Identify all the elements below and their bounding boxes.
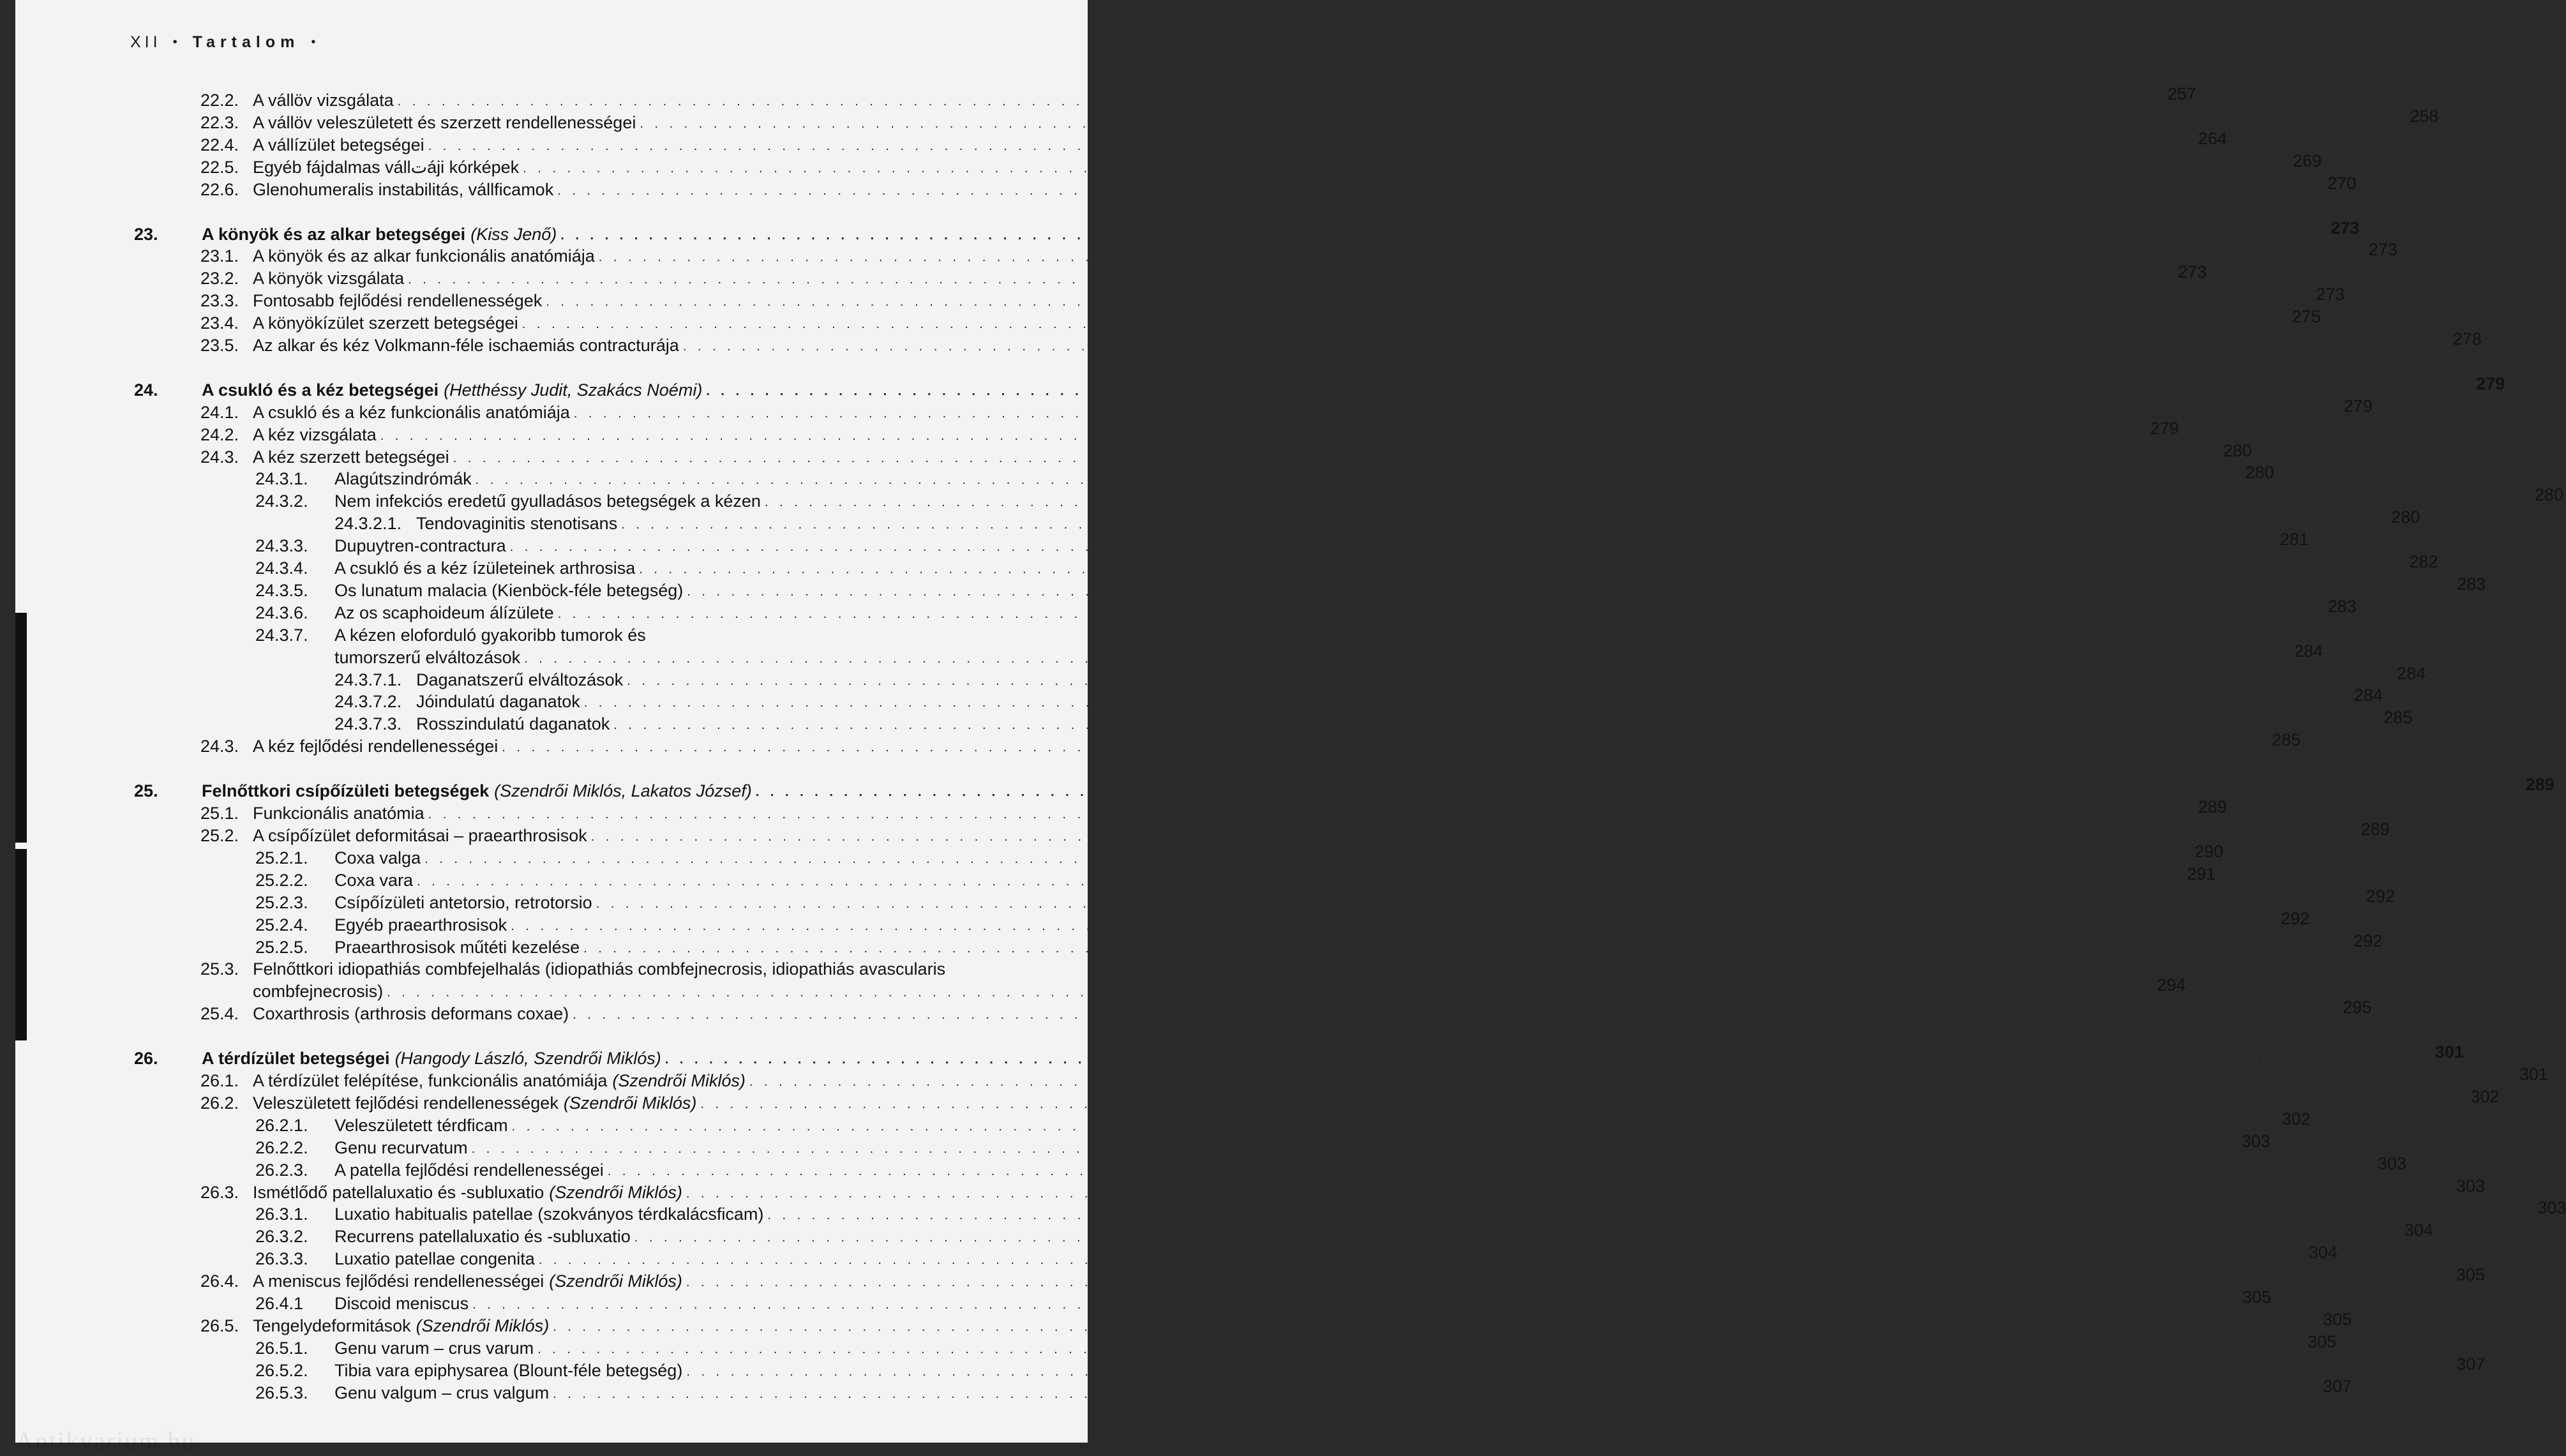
leader-dots: . . . . . . . . . . . . . . . . . . . . . . . . . . . . . . . . . . . . . . . . . . . . . . . . . . . . . . . . . . . . . . . . . . . . . . . . . . . . . . . . . . . . . . . . . . . . . . . . . . . . . . . . . . . . . . . . . . . . . . . . [583, 696, 2347, 710]
toc-entry [200, 107, 2439, 133]
toc-title: A könyök és az alkar funkcionális anatómiája [253, 246, 595, 266]
toc-page-number: 301 [2519, 1065, 2548, 1084]
toc-number: 24.3.3. [255, 536, 308, 555]
leader-dots: . . . . . . . . . . . . . . . . . . . . . . . . . . . . . . . . . . . . . . . . . . . . . . . . . . . . . . . . . . . . . . . . . . . . . . . . . . . . . . . . . . . . . . . . . . . . . . . . . . . . . . . . . . . . . . . . . . . . . . . . [538, 1253, 2302, 1267]
toc-page-number: 305 [2242, 1287, 2272, 1307]
toc-title: A csukló és a kéz ízületeinek arthrosisa [334, 559, 636, 578]
toc-chapter [134, 218, 2360, 245]
toc-entry [200, 84, 2196, 111]
leader-dots: . . . . . . . . . . . . . . . . . . . . . . . . . . . . . . . . . . . . . . . . . . . . . . . . . . . . . . . . . . . . . . . . . . . . . . . . . . . . . . . . . . . . . . . . . . . . . . . . . . . . . . . . . . . . . . . . . . . . . . . . [509, 540, 2273, 554]
toc-number: 24.3. [200, 447, 239, 467]
toc-title: Coxarthrosis (arthrosis deformans coxae) [253, 1004, 569, 1023]
toc-page-number: 292 [2353, 931, 2383, 950]
toc-entry [255, 552, 2438, 579]
toc-page-number: 307 [2456, 1355, 2486, 1374]
leader-dots: . . . . . . . . . . . . . . . . . . . . . . . . . . . . . . . . . . . . . . . . . . . . . . . . . . . . . . . . . . . . . . . . . . . . . . . . . . . . . . . . . . . . . . . . . . . . . . . . . . . . . . . . . . . . . . . . . . . . . . . . [596, 897, 2359, 911]
toc-page-number: 289 [2360, 820, 2390, 839]
leader-dots: . . . . . . . . . . . . . . . . . . . . . . . . . . . . . . . . . . . . . . . . . . . . . . . . . . . . . . . . . . . . . . . . . . . . . . . . . . . . . . . . . . . . . . . . . . . . . . . . . . . . . . . . . . . . . . . . . . . . . . . . [557, 607, 2321, 621]
toc-page-number: 303 [2377, 1154, 2406, 1173]
toc-number: 24.1. [200, 403, 239, 422]
leader-dots: . . . . . . . . . . . . . . . . . . . . . . . . . . . . . . . . . . . . . . . . . . . . . . . . . . . . . . . . . . . . . . . . . . . . . . . . . . . . . . . . . . . . . . . . . . . . . . . . . . . . . . . . . . . . . . . . . . . . . . . . [472, 1298, 2236, 1312]
toc-entry [255, 1355, 2486, 1381]
leader-dots: . . . . . . . . . . . . . . . . . . . . . . . . . . . . . . . . . . . . . . . . . . . . . . . . . . . . . . . . . . . . . . . . . . . . . . . . . . . . . . . . . . . . . . . . . . . . . . . . . . . . . . . . . . . . . . . . . . . . . . . . [613, 718, 2377, 732]
toc-title: A csípőízület deformitásai – praearthrosisok [253, 826, 587, 845]
toc-entry [200, 820, 2390, 846]
leader-dots: . . . . . . . . . . . . . . . . . . . . . . . . . . . . . . . . . . . . . . . . . . . . . . . . . . . . . . . . . . . . . . . . . . . . . . . . . . . . . . . . . . . . . . . . . . . . . . . . . . . . . . . . . . . . . . . . . . . . . . . . [639, 562, 2403, 576]
toc-number: 24.3.7.2. [334, 692, 402, 711]
toc-title: A kéz szerzett betegségei [253, 447, 449, 467]
leader-dots: . . . . . . . . . . . . . . . . . . . . . . . . . . . . . . . . . . . . . . . . . . . . . . . . . . . . . . . . . . . . . . . . . . . . . . . . . . . . . . . . . . . . . . . . . . . . . . . . . . . . . . . . . . . . . . . . . . . . . . . . [380, 429, 2143, 443]
toc-number: 26.3.1. [255, 1205, 308, 1224]
toc-page-number: 292 [2366, 887, 2395, 906]
toc-page-number: 307 [2323, 1377, 2352, 1396]
toc-entry [255, 931, 2383, 958]
toc-page-number: 275 [2292, 307, 2321, 326]
toc-entry [200, 151, 2322, 178]
leader-dots: . . . . . . . . . . . . . . . . . . . . . . . . . . . . . . . . . . . . . . . . . . . . . . . . . . . . . . . . . . . . . . . . . . . . . . . . . . . . . . . . . . . . . . . . . . . . . . . . . . . . . . . . . . . . . . . . . . . . . . . . [749, 1075, 2512, 1089]
toc-number: 26.2.1. [255, 1116, 308, 1135]
toc-entry [200, 730, 2301, 757]
toc-page-number: 291 [2187, 864, 2216, 883]
toc-number: 23.3. [200, 291, 239, 310]
toc-title: Coxa vara [334, 871, 414, 890]
toc-title: Dupuytren-contractura [334, 536, 506, 555]
toc-page-number: 304 [2308, 1243, 2337, 1262]
toc-author: (Szendrői Miklós) [549, 1183, 682, 1202]
toc-number: 23. [134, 225, 158, 244]
leader-dots: . . . . . . . . . . . . . . . . . . . . . . . . . . . . . . . . . . . . . . . . . . . . . . . . . . . . . . . . . . . . . . . . . . . . . . . . . . . . . . . . . . . . . . . . . . . . . . . . . . . . . . . . . . . . . . . . . . . . . . . . [521, 317, 2285, 331]
toc-page-number: 280 [2391, 507, 2420, 527]
toc-number: 25.2. [200, 826, 239, 845]
toc-number: 23.2. [200, 269, 239, 288]
toc-number: 25.2.4. [255, 915, 308, 934]
toc-entry [200, 419, 2179, 446]
toc-page-number: 258 [2410, 107, 2439, 126]
toc-title: Ismétlődő patellaluxatio és -subluxatio [253, 1183, 544, 1202]
toc-page-number: 264 [2198, 129, 2227, 148]
toc-entry [200, 797, 2227, 824]
toc-number: 24. [134, 380, 158, 400]
leader-dots: . . . . . . . . . . . . . . . . . . . . . . . . . . . . . . . . . . . . . . . . . . . . . . . . . . . . . . . . . . . . . . . . . . . . . . . . . . . . . . . . . . . . . . . . . . . . . . . . . . . . . . . . . . . . . . . . . . . . . . . . [387, 986, 2150, 1000]
toc-number: 22.2. [200, 91, 239, 110]
toc-number: 22.4. [200, 135, 239, 154]
toc-number: 24.3.5. [255, 581, 308, 600]
toc-title: A patella fejlődési rendellenességei [334, 1160, 604, 1180]
toc-entry [334, 642, 2323, 668]
leader-dots: . . . . . . . . . . . . . . . . . . . . . . . . . . . . . . . . . . . . . . . . . . . . . . . . . . . . . . . . . . . . . . . . . . . . . . . . . . . . . . . . . . . . . . . . . . . . . . . . . . . . . . . . . . . . . . . . . . . . . . . . [524, 652, 2288, 666]
toc-number: 25.2.5. [255, 938, 308, 957]
toc-author: (Szendrői Miklós, Lakatos József) [494, 781, 752, 800]
toc-title: A csukló és a kéz betegségei [202, 380, 439, 400]
toc-title: Daganatszerű elváltozások [416, 670, 624, 689]
toc-number: 25.4. [200, 1004, 239, 1023]
toc-title: A vállöv vizsgálata [253, 91, 394, 110]
toc-entry [253, 975, 2186, 1002]
leader-dots: . . . . . . . . . . . . . . . . . . . . . . . . . . . . . . . . . . . . . . . . . . . . . . . . . . . . . . . . . . . . . . . . . . . . . . . . . . . . . . . . . . . . . . . . . . . . . . . . . . . . . . . . . . . . . . . . . . . . . . . . [755, 785, 2519, 799]
toc-page-number: 289 [2198, 797, 2227, 816]
toc-page-number: 284 [2294, 642, 2323, 661]
toc-number: 26.2.3. [255, 1160, 308, 1180]
toc-number: 24.2. [200, 425, 239, 444]
toc-title: Csípőízületi antetorsio, retrotorsio [334, 893, 592, 912]
toc-entry [200, 307, 2321, 334]
toc-page-number: 290 [2195, 842, 2224, 861]
toc-page-number: 283 [2457, 574, 2486, 594]
toc-entry [255, 463, 2274, 490]
toc-entry [334, 664, 2426, 691]
toc-title: Felnőttkori idiopathiás combfejelhalás (idiopathiás combfejnecrosis, idiopathiás avascularis [253, 959, 946, 979]
toc-entry [200, 958, 1048, 980]
leader-dots: . . . . . . . . . . . . . . . . . . . . . . . . . . . . . . . . . . . . . . . . . . . . . . . . . . . . . . . . . . . . . . . . . . . . . . . . . . . . . . . . . . . . . . . . . . . . . . . . . . . . . . . . . . . . . . . . . . . . . . . . [553, 1320, 2316, 1334]
toc-entry [334, 507, 2420, 534]
toc-number: 26.3. [200, 1183, 239, 1202]
book-page [15, 0, 2566, 1455]
toc-page-number: 304 [2404, 1220, 2433, 1240]
toc-page-number: 269 [2293, 151, 2322, 170]
leader-dots: . . . . . . . . . . . . . . . . . . . . . . . . . . . . . . . . . . . . . . . . . . . . . . . . . . . . . . . . . . . . . . . . . . . . . . . . . . . . . . . . . . . . . . . . . . . . . . . . . . . . . . . . . . . . . . . . . . . . . . . . [428, 139, 2191, 153]
leader-dots: . . . . . . . . . . . . . . . . . . . . . . . . . . . . . . . . . . . . . . . . . . . . . . . . . . . . . . . . . . . . . . . . . . . . . . . . . . . . . . . . . . . . . . . . . . . . . . . . . . . . . . . . . . . . . . . . . . . . . . . . [408, 273, 2172, 287]
leader-dots: . . . . . . . . . . . . . . . . . . . . . . . . . . . . . . . . . . . . . . . . . . . . . . . . . . . . . . . . . . . . . . . . . . . . . . . . . . . . . . . . . . . . . . . . . . . . . . . . . . . . . . . . . . . . . . . . . . . . . . . . [502, 740, 2265, 754]
toc-title: A meniscus fejlődési rendellenességei [253, 1272, 544, 1291]
toc-entry [200, 262, 2207, 289]
toc-title: Tengelydeformitások [253, 1316, 411, 1335]
toc-page-number: 305 [2307, 1332, 2337, 1351]
toc-title: Rosszindulatú daganatok [416, 714, 610, 733]
toc-page-number: 280 [2534, 485, 2563, 504]
toc-author: (Szendrői Miklós) [563, 1093, 697, 1113]
leader-dots: . . . . . . . . . . . . . . . . . . . . . . . . . . . . . . . . . . . . . . . . . . . . . . . . . . . . . . . . . . . . . . . . . . . . . . . . . . . . . . . . . . . . . . . . . . . . . . . . . . . . . . . . . . . . . . . . . . . . . . . . [767, 1208, 2531, 1222]
toc-number: 24.3.1. [255, 469, 308, 488]
toc-entry [334, 686, 2383, 712]
toc-page-number: 273 [2178, 262, 2207, 281]
toc-title: A könyök vizsgálata [253, 269, 405, 288]
toc-entry [255, 864, 2216, 891]
toc-entry [255, 1132, 2270, 1159]
leader-dots: . . . . . . . . . . . . . . . . . . . . . . . . . . . . . . . . . . . . . . . . . . . . . . . . . . . . . . . . . . . . . . . . . . . . . . . . . . . . . . . . . . . . . . . . . . . . . . . . . . . . . . . . . . . . . . . . . . . . . . . . [428, 807, 2191, 822]
toc-title: Veleszületett térdficam [334, 1116, 508, 1135]
toc-entry [200, 998, 2372, 1024]
toc-title: Coxa valga [334, 848, 421, 867]
toc-entry [255, 574, 2486, 601]
toc-entry [200, 174, 2357, 200]
toc-number: 26.5.3. [255, 1383, 308, 1402]
toc-title: A térdízület betegségei [202, 1049, 390, 1068]
toc-entry [255, 597, 2357, 624]
leader-dots: . . . . . . . . . . . . . . . . . . . . . . . . . . . . . . . . . . . . . . . . . . . . . . . . . . . . . . . . . . . . . . . . . . . . . . . . . . . . . . . . . . . . . . . . . . . . . . . . . . . . . . . . . . . . . . . . . . . . . . . . [523, 161, 2286, 176]
toc-chapter [134, 775, 2555, 802]
toc-page-number: 273 [2330, 218, 2360, 237]
leader-dots: . . . . . . . . . . . . . . . . . . . . . . . . . . . . . . . . . . . . . . . . . . . . . . . . . . . . . . . . . . . . . . . . . . . . . . . . . . . . . . . . . . . . . . . . . . . . . . . . . . . . . . . . . . . . . . . . . . . . . . . . [687, 585, 2450, 599]
leader-dots: . . . . . . . . . . . . . . . . . . . . . . . . . . . . . . . . . . . . . . . . . . . . . . . . . . . . . . . . . . . . . . . . . . . . . . . . . . . . . . . . . . . . . . . . . . . . . . . . . . . . . . . . . . . . . . . . . . . . . . . . [664, 1053, 2428, 1067]
toc-entry [255, 1243, 2337, 1270]
toc-title: A könyökízület szerzett betegségei [253, 313, 518, 333]
toc-number: 24.3.2. [255, 492, 308, 511]
toc-title: Funkcionális anatómia [253, 804, 424, 823]
toc-entry [255, 1220, 2433, 1247]
toc-page-number: 294 [2157, 975, 2186, 994]
leader-dots: . . . . . . . . . . . . . . . . . . . . . . . . . . . . . . . . . . . . . . . . . . . . . . . . . . . . . . . . . . . . . . . . . . . . . . . . . . . . . . . . . . . . . . . . . . . . . . . . . . . . . . . . . . . . . . . . . . . . . . . . [546, 295, 2309, 309]
left-edge-mark [15, 849, 27, 1040]
leader-dots: . . . . . . . . . . . . . . . . . . . . . . . . . . . . . . . . . . . . . . . . . . . . . . . . . . . . . . . . . . . . . . . . . . . . . . . . . . . . . . . . . . . . . . . . . . . . . . . . . . . . . . . . . . . . . . . . . . . . . . . . [573, 1008, 2336, 1022]
toc-title: Glenohumeralis instabilitás, vállficamok [253, 180, 554, 199]
toc-number: 25. [134, 781, 158, 800]
toc-entry [200, 396, 2373, 423]
toc-entry [200, 1265, 2485, 1292]
toc-title: A kéz vizsgálata [253, 425, 377, 444]
toc-number: 25.2.3. [255, 893, 308, 912]
toc-page-number: 289 [2525, 775, 2555, 794]
leader-dots: . . . . . . . . . . . . . . . . . . . . . . . . . . . . . . . . . . . . . . . . . . . . . . . . . . . . . . . . . . . . . . . . . . . . . . . . . . . . . . . . . . . . . . . . . . . . . . . . . . . . . . . . . . . . . . . . . . . . . . . . [700, 1097, 2464, 1111]
toc-number: 26.4. [200, 1272, 239, 1291]
leader-dots: . . . . . . . . . . . . . . . . . . . . . . . . . . . . . . . . . . . . . . . . . . . . . . . . . . . . . . . . . . . . . . . . . . . . . . . . . . . . . . . . . . . . . . . . . . . . . . . . . . . . . . . . . . . . . . . . . . . . . . . . [682, 340, 2446, 354]
toc-entry [255, 887, 2395, 913]
toc-page-number: 281 [2279, 530, 2309, 549]
leader-dots: . . . . . . . . . . . . . . . . . . . . . . . . . . . . . . . . . . . . . . . . . . . . . . . . . . . . . . . . . . . . . . . . . . . . . . . . . . . . . . . . . . . . . . . . . . . . . . . . . . . . . . . . . . . . . . . . . . . . . . . . [553, 1387, 2316, 1401]
toc-number: 24.3.7.3. [334, 714, 402, 733]
toc-number: 26.3.2. [255, 1227, 308, 1246]
toc-entry [200, 240, 2397, 267]
leader-dots: . . . . . . . . . . . . . . . . . . . . . . . . . . . . . . . . . . . . . . . . . . . . . . . . . . . . . . . . . . . . . . . . . . . . . . . . . . . . . . . . . . . . . . . . . . . . . . . . . . . . . . . . . . . . . . . . . . . . . . . . [557, 184, 2321, 198]
leader-dots: . . . . . . . . . . . . . . . . . . . . . . . . . . . . . . . . . . . . . . . . . . . . . . . . . . . . . . . . . . . . . . . . . . . . . . . . . . . . . . . . . . . . . . . . . . . . . . . . . . . . . . . . . . . . . . . . . . . . . . . . [471, 1142, 2235, 1156]
toc-author: (Szendrői Miklós) [612, 1071, 746, 1090]
toc-number: 26.5. [200, 1316, 239, 1335]
toc-title: A vállízület betegségei [253, 135, 424, 154]
toc-entry [255, 485, 2563, 512]
toc-page-number: 273 [2316, 285, 2345, 304]
toc-title: Tibia vara epiphysarea (Blount-féle betegség) [334, 1361, 683, 1380]
toc-title: A kéz fejlődési rendellenességei [253, 737, 499, 756]
toc-number: 26.4.1 [255, 1294, 304, 1313]
toc-author: (Hetthéssy Judit, Szakács Noémi) [444, 380, 703, 400]
toc-page-number: 303 [2537, 1198, 2566, 1217]
toc-title: Egyéb fájdalmas vállتáji kórképek [253, 158, 520, 177]
leader-dots: . . . . . . . . . . . . . . . . . . . . . . . . . . . . . . . . . . . . . . . . . . . . . . . . . . . . . . . . . . . . . . . . . . . . . . . . . . . . . . . . . . . . . . . . . . . . . . . . . . . . . . . . . . . . . . . . . . . . . . . . [511, 919, 2274, 933]
running-title: Tartalom [192, 33, 300, 51]
toc-title: Genu valgum – crus valgum [334, 1383, 550, 1402]
leader-dots: . . . . . . . . . . . . . . . . . . . . . . . . . . . . . . . . . . . . . . . . . . . . . . . . . . . . . . . . . . . . . . . . . . . . . . . . . . . . . . . . . . . . . . . . . . . . . . . . . . . . . . . . . . . . . . . . . . . . . . . . [598, 250, 2362, 264]
toc-chapter [134, 1042, 2464, 1069]
toc-author: (Kiss Jenő) [470, 225, 557, 244]
leader-dots: . . . . . . . . . . . . . . . . . . . . . . . . . . . . . . . . . . . . . . . . . . . . . . . . . . . . . . . . . . . . . . . . . . . . . . . . . . . . . . . . . . . . . . . . . . . . . . . . . . . . . . . . . . . . . . . . . . . . . . . . [424, 852, 2188, 866]
toc-number: 24.3.4. [255, 559, 308, 578]
toc-number: 23.4. [200, 313, 239, 333]
leader-dots: . . . . . . . . . . . . . . . . . . . . . . . . . . . . . . . . . . . . . . . . . . . . . . . . . . . . . . . . . . . . . . . . . . . . . . . . . . . . . . . . . . . . . . . . . . . . . . . . . . . . . . . . . . . . . . . . . . . . . . . . [537, 1342, 2301, 1356]
toc-title: Discoid meniscus [334, 1294, 469, 1313]
toc-title: tumorszerű elváltozások [334, 648, 521, 667]
leader-dots: . . . . . . . . . . . . . . . . . . . . . . . . . . . . . . . . . . . . . . . . . . . . . . . . . . . . . . . . . . . . . . . . . . . . . . . . . . . . . . . . . . . . . . . . . . . . . . . . . . . . . . . . . . . . . . . . . . . . . . . . [573, 407, 2337, 421]
toc-entry [200, 441, 2252, 468]
leader-dots: . . . . . . . . . . . . . . . . . . . . . . . . . . . . . . . . . . . . . . . . . . . . . . . . . . . . . . . . . . . . . . . . . . . . . . . . . . . . . . . . . . . . . . . . . . . . . . . . . . . . . . . . . . . . . . . . . . . . . . . . [686, 1275, 2449, 1289]
leader-dots: . . . . . . . . . . . . . . . . . . . . . . . . . . . . . . . . . . . . . . . . . . . . . . . . . . . . . . . . . . . . . . . . . . . . . . . . . . . . . . . . . . . . . . . . . . . . . . . . . . . . . . . . . . . . . . . . . . . . . . . . [640, 117, 2403, 131]
toc-entry [255, 530, 2309, 557]
toc-entry [200, 1176, 2485, 1203]
leader-dots: . . . . . . . . . . . . . . . . . . . . . . . . . . . . . . . . . . . . . . . . . . . . . . . . . . . . . . . . . . . . . . . . . . . . . . . . . . . . . . . . . . . . . . . . . . . . . . . . . . . . . . . . . . . . . . . . . . . . . . . . [686, 1187, 2449, 1201]
bullet-icon: • [172, 35, 181, 49]
toc-entry [200, 285, 2345, 311]
toc-number: 23.1. [200, 246, 239, 266]
toc-title: A csukló és a kéz funkcionális anatómiája [253, 403, 570, 422]
toc-title: Fontosabb fejlődési rendellenességek [253, 291, 543, 310]
toc-page-number: 285 [2383, 708, 2413, 727]
toc-page-number: 302 [2281, 1109, 2311, 1129]
bullet-icon: • [311, 35, 320, 49]
toc-title: A könyök és az alkar betegségei [202, 225, 466, 244]
toc-title: Luxatio habitualis patellae (szokványos térdkalácsficam) [334, 1205, 764, 1224]
leader-dots: . . . . . . . . . . . . . . . . . . . . . . . . . . . . . . . . . . . . . . . . . . . . . . . . . . . . . . . . . . . . . . . . . . . . . . . . . . . . . . . . . . . . . . . . . . . . . . . . . . . . . . . . . . . . . . . . . . . . . . . . [583, 942, 2347, 956]
toc-number: 23.5. [200, 336, 239, 355]
toc-entry [255, 1287, 2272, 1314]
toc-number: 24.3. [200, 737, 239, 756]
toc-entry [255, 1377, 2352, 1404]
toc-title: Felnőttkori csípőízületi betegségek [202, 781, 490, 800]
toc-entry [255, 1198, 2566, 1225]
toc-title: Praearthrosisok műtéti kezelése [334, 938, 580, 957]
toc-number: 24.3.7. [255, 626, 308, 645]
leader-dots: . . . . . . . . . . . . . . . . . . . . . . . . . . . . . . . . . . . . . . . . . . . . . . . . . . . . . . . . . . . . . . . . . . . . . . . . . . . . . . . . . . . . . . . . . . . . . . . . . . . . . . . . . . . . . . . . . . . . . . . . [764, 495, 2528, 509]
toc-number: 25.1. [200, 804, 239, 823]
toc-entry [200, 1087, 2500, 1114]
toc-number: 25.2.2. [255, 871, 308, 890]
toc-page-number: 279 [2150, 419, 2179, 438]
toc-title: Luxatio patellae congenita [334, 1249, 535, 1268]
toc-page-number: 284 [2353, 686, 2383, 705]
toc-page-number: 295 [2343, 998, 2372, 1017]
toc-page-number: 285 [2272, 730, 2301, 749]
toc-title: A kézen eloforduló gyakoribb tumorok és [334, 626, 646, 645]
toc-entry [334, 708, 2413, 735]
leader-dots: . . . . . . . . . . . . . . . . . . . . . . . . . . . . . . . . . . . . . . . . . . . . . . . . . . . . . . . . . . . . . . . . . . . . . . . . . . . . . . . . . . . . . . . . . . . . . . . . . . . . . . . . . . . . . . . . . . . . . . . . [634, 1231, 2397, 1245]
toc-title: Recurrens patellaluxatio és -subluxatio [334, 1227, 631, 1246]
toc-entry [200, 1310, 2352, 1337]
toc-chapter [134, 374, 2505, 401]
toc-entry [255, 1332, 2337, 1359]
leader-dots: . . . . . . . . . . . . . . . . . . . . . . . . . . . . . . . . . . . . . . . . . . . . . . . . . . . . . . . . . . . . . . . . . . . . . . . . . . . . . . . . . . . . . . . . . . . . . . . . . . . . . . . . . . . . . . . . . . . . . . . . [397, 94, 2161, 109]
toc-number: 22.3. [200, 113, 239, 132]
toc-page-number: 283 [2327, 597, 2357, 616]
toc-title: Az os scaphoideum álízülete [334, 603, 554, 622]
toc-title: Az alkar és kéz Volkmann-féle ischaemiás contracturája [253, 336, 679, 355]
toc-title: Alagútszindrómák [334, 469, 472, 488]
toc-author: (Hangody László, Szendrői Miklós) [394, 1049, 661, 1068]
leader-dots: . . . . . . . . . . . . . . . . . . . . . . . . . . . . . . . . . . . . . . . . . . . . . . . . . . . . . . . . . . . . . . . . . . . . . . . . . . . . . . . . . . . . . . . . . . . . . . . . . . . . . . . . . . . . . . . . . . . . . . . . [417, 874, 2180, 889]
toc-page-number: 305 [2456, 1265, 2485, 1284]
toc-number: 26.5.2. [255, 1361, 308, 1380]
toc-title: Veleszületett fejlődési rendellenességek [253, 1093, 559, 1113]
toc-page-number: 257 [2167, 84, 2196, 103]
toc-number: 26.1. [200, 1071, 239, 1090]
leader-dots: . . . . . . . . . . . . . . . . . . . . . . . . . . . . . . . . . . . . . . . . . . . . . . . . . . . . . . . . . . . . . . . . . . . . . . . . . . . . . . . . . . . . . . . . . . . . . . . . . . . . . . . . . . . . . . . . . . . . . . . . [686, 1365, 2450, 1379]
toc-title: Egyéb praearthrosisok [334, 915, 507, 934]
toc-title: A térdízület felépítése, funkcionális anatómiája [253, 1071, 608, 1090]
toc-page-number: 284 [2397, 664, 2426, 683]
toc-page-number: 302 [2470, 1087, 2500, 1106]
page-number-roman: XII [130, 33, 161, 51]
toc-title: Jóindulatú daganatok [416, 692, 580, 711]
toc-entry [200, 329, 2482, 356]
running-header [130, 33, 331, 52]
toc-entry [200, 129, 2227, 156]
toc-author: (Szendrői Miklós) [549, 1272, 682, 1291]
toc-page-number: 278 [2452, 329, 2482, 349]
toc-page-number: 279 [2476, 374, 2505, 393]
toc-title: Genu recurvatum [334, 1138, 468, 1157]
toc-number: 26. [134, 1049, 158, 1068]
toc-entry [255, 1154, 2406, 1181]
toc-title: Nem infekciós eredetű gyulladásos betegségek a kézen [334, 492, 761, 511]
toc-page-number: 279 [2343, 396, 2373, 416]
toc-number: 25.3. [200, 959, 239, 979]
toc-entry [255, 624, 1048, 646]
toc-number: 24.3.6. [255, 603, 308, 622]
leader-dots: . . . . . . . . . . . . . . . . . . . . . . . . . . . . . . . . . . . . . . . . . . . . . . . . . . . . . . . . . . . . . . . . . . . . . . . . . . . . . . . . . . . . . . . . . . . . . . . . . . . . . . . . . . . . . . . . . . . . . . . . [560, 229, 2324, 243]
toc-title: A vállöv veleszületett és szerzett rendellenességei [253, 113, 636, 132]
toc-title: Os lunatum malacia (Kienböck-féle betegség) [334, 581, 684, 600]
leader-dots: . . . . . . . . . . . . . . . . . . . . . . . . . . . . . . . . . . . . . . . . . . . . . . . . . . . . . . . . . . . . . . . . . . . . . . . . . . . . . . . . . . . . . . . . . . . . . . . . . . . . . . . . . . . . . . . . . . . . . . . . [590, 830, 2354, 844]
toc-title: Tendovaginitis stenotisans [416, 514, 618, 533]
toc-page-number: 280 [2223, 441, 2252, 460]
toc-title: Genu varum – crus varum [334, 1339, 534, 1358]
leader-dots: . . . . . . . . . . . . . . . . . . . . . . . . . . . . . . . . . . . . . . . . . . . . . . . . . . . . . . . . . . . . . . . . . . . . . . . . . . . . . . . . . . . . . . . . . . . . . . . . . . . . . . . . . . . . . . . . . . . . . . . . [607, 1164, 2371, 1178]
toc-title: combfejnecrosis) [253, 982, 384, 1001]
toc-page-number: 280 [2245, 463, 2274, 482]
toc-number: 26.5.1. [255, 1339, 308, 1358]
toc-number: 24.3.2.1. [334, 514, 402, 533]
leader-dots: . . . . . . . . . . . . . . . . . . . . . . . . . . . . . . . . . . . . . . . . . . . . . . . . . . . . . . . . . . . . . . . . . . . . . . . . . . . . . . . . . . . . . . . . . . . . . . . . . . . . . . . . . . . . . . . . . . . . . . . . [511, 1120, 2275, 1134]
left-edge-mark [15, 613, 27, 843]
leader-dots: . . . . . . . . . . . . . . . . . . . . . . . . . . . . . . . . . . . . . . . . . . . . . . . . . . . . . . . . . . . . . . . . . . . . . . . . . . . . . . . . . . . . . . . . . . . . . . . . . . . . . . . . . . . . . . . . . . . . . . . . [706, 384, 2470, 398]
toc-page-number: 303 [2241, 1132, 2270, 1151]
toc-number: 22.6. [200, 180, 239, 199]
toc-number: 26.3.3. [255, 1249, 308, 1268]
leader-dots: . . . . . . . . . . . . . . . . . . . . . . . . . . . . . . . . . . . . . . . . . . . . . . . . . . . . . . . . . . . . . . . . . . . . . . . . . . . . . . . . . . . . . . . . . . . . . . . . . . . . . . . . . . . . . . . . . . . . . . . . [627, 674, 2390, 688]
toc-entry [255, 909, 2310, 936]
toc-number: 24.3.7.1. [334, 670, 402, 689]
toc-number: 22.5. [200, 158, 239, 177]
toc-page-number: 301 [2435, 1042, 2464, 1062]
leader-dots: . . . . . . . . . . . . . . . . . . . . . . . . . . . . . . . . . . . . . . . . . . . . . . . . . . . . . . . . . . . . . . . . . . . . . . . . . . . . . . . . . . . . . . . . . . . . . . . . . . . . . . . . . . . . . . . . . . . . . . . . [453, 451, 2216, 465]
toc-page-number: 270 [2327, 174, 2357, 193]
toc-number: 25.2.1. [255, 848, 308, 867]
toc-author: (Szendrői Miklós) [416, 1316, 550, 1335]
watermark: Antikvarium.hu [15, 1427, 196, 1455]
toc-entry [255, 1109, 2311, 1136]
toc-page-number: 303 [2456, 1176, 2485, 1196]
leader-dots: . . . . . . . . . . . . . . . . . . . . . . . . . . . . . . . . . . . . . . . . . . . . . . . . . . . . . . . . . . . . . . . . . . . . . . . . . . . . . . . . . . . . . . . . . . . . . . . . . . . . . . . . . . . . . . . . . . . . . . . . [475, 473, 2239, 487]
toc-page-number: 305 [2323, 1310, 2352, 1329]
toc-page-number: 292 [2281, 909, 2310, 928]
toc-entry [200, 1065, 2548, 1092]
toc-number: 26.2.2. [255, 1138, 308, 1157]
toc-page-number: 282 [2409, 552, 2438, 571]
leader-dots: . . . . . . . . . . . . . . . . . . . . . . . . . . . . . . . . . . . . . . . . . . . . . . . . . . . . . . . . . . . . . . . . . . . . . . . . . . . . . . . . . . . . . . . . . . . . . . . . . . . . . . . . . . . . . . . . . . . . . . . . [621, 518, 2385, 532]
toc-entry [255, 842, 2224, 869]
toc-page-number: 273 [2368, 240, 2397, 259]
toc-number: 26.2. [200, 1093, 239, 1113]
